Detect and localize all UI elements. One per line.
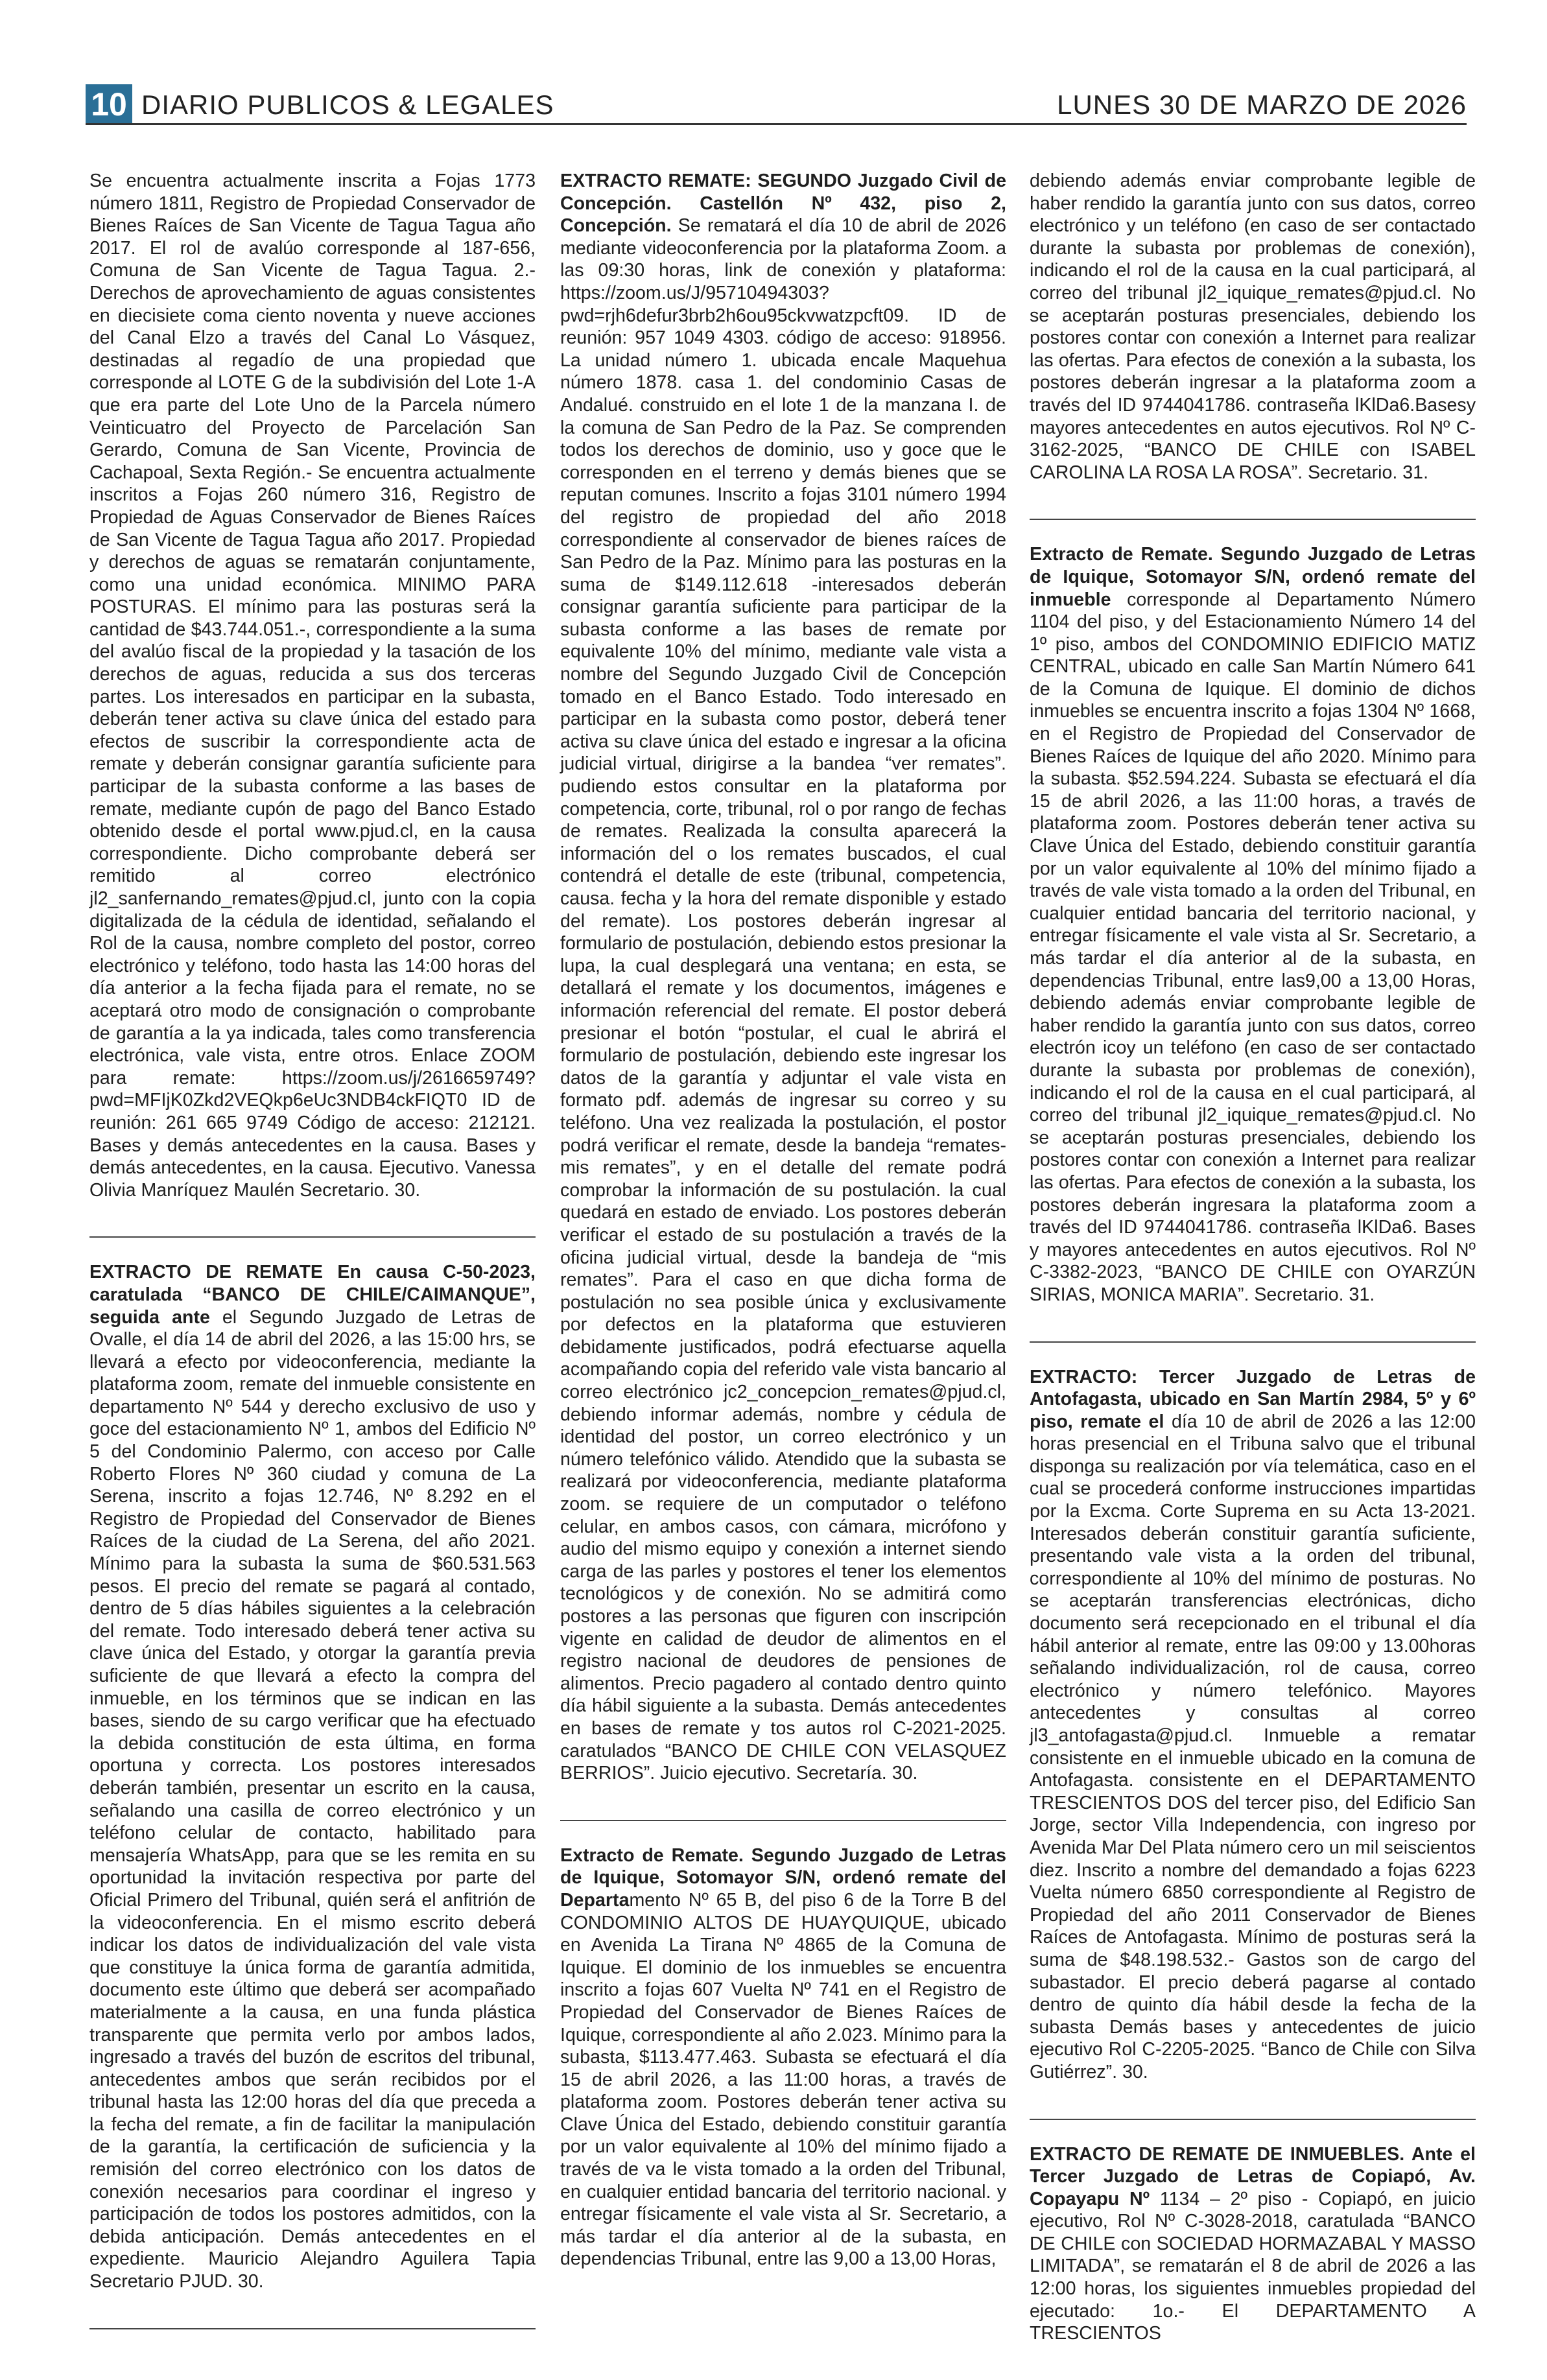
column-1 (89, 170, 536, 2353)
legal-notice (89, 1261, 536, 2292)
issue-date: LUNES 30 DE MARZO DE 2026 (1057, 89, 1467, 120)
notice-heading: EXTRACTO DE REMATE En causa C-50-2023, caratulada “BANCO DE CHILE/CAIMANQUE”, seguida ante (89, 1262, 536, 1328)
legal-notice (560, 170, 1006, 1785)
notice-text: Se rematará el día 10 de abril de 2026 mediante videoconferencia por la plataforma Zoom. a las 09:30 horas, link de conexión y plataforma: https://zoom.us/J/95710494303?pwd=rjh6defur3brb2h6ou95ckvwatzpcft09. ID de reunión: 957 1049 4303. código de acceso: 918956. La unidad número 1. ubicada encale Maquehua número 1878. casa 1. del condominio Casas de Andalué. construido en el lote 1 de la manzana I. de la comuna de San Pedro de la Paz. Se comprenden todos los derechos de dominio, uso y goce que le corresponden en el terreno y demás bienes que se reputan comunes. Inscrito a fojas 3101 número 1994 del registro de propiedad del año 2018 correspondiente al conservador de bienes raíces de San Pedro de la Paz. Mínimo para las posturas en la suma de $149.112.618 -interesados deberán consignar garantía suficiente para participar de la subasta conforme a las bases de remate por equivalente 10% del mínimo, mediante vale vista a nombre del Segundo Juzgado Civil de Concepción tomado en el Banco Estado. Todo interesado en participar en la subasta como postor, deberá tener activa su clave única del estado e ingresar a la oficina judicial virtual, dirigirse a la bandea “ver remates”. pudiendo estos consultar en la plataforma por competencia, corte, tribunal, rol o por rango de fechas de remates. Realizada la consulta aparecerá la información del o los remates buscados, el cual contendrá el detalle de este (tribunal, competencia, causa. fecha y la hora del remate disponible y estado del remate). Los postores deberán ingresar al formulario de postulación, debiendo estos presionar la lupa, la cual desplegará una ventana; en esta, se detallará el remate y los documentos, imágenes e información referencial del remate. El postor deberá presionar el botón “postular, el cual le abrirá el formulario de postulación, debiendo este ingresar los datos de la garantía y adjuntar el vale vista en formato pdf. además de ingresar su correo y su teléfono. Una vez realizada la postulación, el postor podrá verificar el remate, desde la bandeja “remates-mis remates”, y en el detalle del remate podrá comprobar la información de su postulación. la cual quedará en estado de enviado. Los postores deberán verificar el estado de su postulación a través de la oficina judicial virtual, desde la bandeja de “mis remates”. Para el caso en que dicha forma de postulación no sea posible única y exclusivamente por defectos en la plataforma que estuvieren debidamente justificados, podrá efectuarse aquella acompañando copia del referido vale vista bancario al correo electrónico jc2_concepcion_remates@pjud.cl, debiendo informar además, nombre y cédula de identidad del postor, un correo electrónico y un número telefónico válido. Atendido que la subasta se realizará por videoconferencia, mediante plataforma zoom. se requiere de un computador o teléfono celular, en ambos casos, con cámara, micrófono y audio del mismo equipo y conexión a internet siendo carga de las parles y postores el tener los elementos tecnológicos y de conexión. No se admitirá como postores a las personas que figuren con inscripción vigente en calidad de deudor de alimentos en el registro nacional de deudores de pensiones de alimentos. Precio pagadero al contado dentro quinto día hábil siguiente a la subasta. Demás antecedentes en bases de remate y tos autos rol C-2021-2025. caratulados “BANCO DE CHILE CON VELASQUEZ BERRIOS”. Juicio ejecutivo. Secretaría. 30. (560, 215, 1006, 1784)
legal-notice (1030, 2143, 1476, 2345)
notice-heading: Extracto de Remate. Segundo Juzgado de Letras de Iquique, Sotomayor S/N, ordenó remate del inmueble (1030, 544, 1476, 610)
notice-heading: Extracto de Remate. Segundo Juzgado de Letras de Iquique, Sotomayor S/N, ordenó remate del Departa (560, 1844, 1006, 1911)
legal-notice (1030, 1366, 1476, 2084)
notice-heading: EXTRACTO DE REMATE DE INMUEBLES. Ante el Tercer Juzgado de Letras de Copiapó, Av. Copayapu Nº (1030, 2143, 1476, 2209)
legal-notice (560, 1844, 1006, 2270)
page-header (86, 83, 1467, 123)
page-number: 10 (86, 84, 132, 124)
notice-text: debiendo además enviar comprobante legible de haber rendido la garantía junto con sus datos, correo electrónico y un teléfono (en caso de ser contactado durante la subasta por problemas de conexión), indicando el rol de la causa en la cual participará, al correo del tribunal jl2_iquique_remates@pjud.cl. No se aceptarán posturas presenciales, debiendo los postores contar con conexión a Internet para realizar las ofertas. Para efectos de conexión a la subasta, los postores deberán ingresar a la plataforma zoom a través del ID 9744041786. contraseña lKlDa6.Basesy mayores antecedentes en autos ejecutivos. Rol Nº C-3162-2025, “BANCO DE CHILE con ISABEL CAROLINA LA ROSA LA ROSA”. Secretario. 31. (1030, 171, 1476, 483)
column-3 (1030, 170, 1476, 2380)
legal-notice (89, 170, 536, 1201)
notice-separator (1030, 2119, 1476, 2120)
notice-text: mento Nº 65 B, del piso 6 de la Torre B del CONDOMINIO ALTOS DE HUAYQUIQUE, ubicado en Avenida La Tirana Nº 4865 de la Comuna de Iquique. El dominio de los inmuebles se encuentra inscrito a fojas 607 Vuelta Nº 741 en el Registro de Propiedad del Conservador de Bienes Raíces de Iquique, correspondiente al año 2.023. Mínimo para la subasta, $113.477.463. Subasta se efectuará el día 15 de abril 2026, a las 11:00 horas, a través de plataforma zoom. Postores deberán tener activa su Clave Única del Estado, debiendo constituir garantía por un valor equivalente al 10% del mínimo fijado a través de va le vista tomado a la orden del Tribunal, en cualquier entidad bancaria del territorio nacional. y entregar físicamente el vale vista al Sr. Secretario, a más tardar el día anterior al de la subasta, en dependencias Tribunal, entre las 9,00 a 13,00 Horas, (560, 1889, 1006, 2270)
section-title: DIARIO PUBLICOS & LEGALES (141, 89, 554, 120)
legal-notice (1030, 170, 1476, 484)
notice-text: día 10 de abril de 2026 a las 12:00 horas presencial en el Tribuna salvo que el tribunal disponga su realización por vía telemática, caso en el cual se procederá conforme instrucciones impartidas por la Excma. Corte Suprema en su Acta 13-2021. Interesados deberán constituir garantía suficiente, presentando vale vista a la orden del tribunal, correspondiente al 10% del mínimo de posturas. No se aceptarán transferencias electrónicas, dicho documento será recepcionado en el tribunal el día hábil anterior al remate, entre las 09:00 y 13.00horas señalando individualización, rol de causa, correo electrónico y número telefónico. Mayores antecedentes y consultas al correo jl3_antofagasta@pjud.cl. Inmueble a rematar consistente en el inmueble ubicado en la comuna de Antofagasta. consistente en el DEPARTAMENTO TRESCIENTOS DOS del tercer piso, del Edificio San Jorge, sector Villa Independencia, con ingreso por Avenida Mar Del Plata número cero un mil seiscientos diez. Inscrito a nombre del demandado a fojas 6223 Vuelta número 6850 correspondiente al Registro de Propiedad del año 2011 Conservador de Bienes Raíces de Antofagasta. Mínimo de posturas será la suma de $48.198.532.- Gastos son de cargo del subastador. El precio deberá pagarse al contado dentro de quinto día hábil desde la fecha de la subasta Demás bases y antecedentes de juicio ejecutivo Rol C-2205-2025. “Banco de Chile con Silva Gutiérrez”. 30. (1030, 1411, 1476, 2082)
notice-heading: EXTRACTO: Tercer Juzgado de Letras de Antofagasta, ubicado en San Martín 2984, 5º y 6º piso, remate el (1030, 1366, 1476, 1432)
notice-heading: EXTRACTO REMATE: SEGUNDO Juzgado Civil de Concepción. Castellón Nº 432, piso 2, Concepción. (560, 171, 1006, 237)
notice-separator (560, 1820, 1006, 1821)
notice-separator (89, 2328, 536, 2329)
legal-notice (1030, 543, 1476, 1306)
notice-separator (1030, 1341, 1476, 1343)
notice-separator (89, 1236, 536, 1238)
header-rule (86, 123, 1467, 125)
notice-text: 1134 – 2º piso - Copiapó, en juicio ejecutivo, Rol Nº C-3028-2018, caratulada “BANCO DE CHILE con SOCIEDAD HORMAZABAL Y MASSO LIMITADA”, se rematarán el 8 de abril de 2026 a las 12:00 horas, los siguientes inmuebles propiedad del ejecutado: 1o.- El DEPARTAMENTO A TRESCIENTOS (1030, 2188, 1476, 2344)
notice-text: corresponde al Departamento Número 1104 del piso, y del Estacionamiento Número 14 del 1º piso, ambos del CONDOMINIO EDIFICIO MATIZ CENTRAL, ubicado en calle San Martín Número 641 de la Comuna de Iquique. El dominio de dichos inmuebles se encuentra inscrito a fojas 1304 Nº 1668, en el Registro de Propiedad del Conservador de Bienes Raíces de Iquique del año 2020. Mínimo para la subasta. $52.594.224. Subasta se efectuará el día 15 de abril 2026, a las 11:00 horas, a través de plataforma zoom. Postores deberán tener activa su Clave Única del Estado, debiendo constituir garantía por un valor equivalente al 10% del mínimo fijado a través de vale vista tomado a la orden del Tribunal, en cualquier entidad bancaria del territorio nacional, y entregar físicamente el vale vista al Sr. Secretario, a más tardar el día anterior al de la subasta, en dependencias Tribunal, entre las9,00 a 13,00 Horas, debiendo además enviar comprobante legible de haber rendido la garantía junto con sus datos, correo electrón icoy un teléfono (en caso de ser contactado durante la subasta por problemas de conexión), indicando el rol de la causa en el cual participará, al correo del tribunal jl2_iquique_remates@pjud.cl. No se aceptarán posturas presenciales, debiendo los postores contar con conexión a Internet para realizar las ofertas. Para efectos de conexión a la subasta, los postores deberán ingresara la plataforma zoom a través del ID 9744041786. contraseña lKlDa6. Bases y mayores antecedentes en autos ejecutivos. Rol Nº C-3382-2023, “BANCO DE CHILE con OYARZÚN SIRIAS, MONICA MARIA”. Secretario. 31. (1030, 589, 1476, 1305)
notice-text: Se encuentra actualmente inscrita a Fojas 1773 número 1811, Registro de Propiedad Conservador de Bienes Raíces de San Vicente de Tagua Tagua año 2017. El rol de avalúo corresponde al 187-656, Comuna de San Vicente de Tagua Tagua. 2.- Derechos de aprovechamiento de aguas consistentes en diecisiete coma ciento noventa y nueve acciones del Canal Elzo a través del Canal Lo Vásquez, destinadas al regadío de una propiedad que corresponde al LOTE G de la subdivisión del Lote 1-A que era parte del Lote Uno de la Parcela número Veinticuatro del Proyecto de Parcelación San Gerardo, Comuna de San Vicente, Provincia de Cachapoal, Sexta Región.- Se encuentra actualmente inscritos a Fojas 260 número 316, Registro de Propiedad de Aguas Conservador de Bienes Raíces de San Vicente de Tagua Tagua año 2017. Propiedad y derechos de aguas se rematarán conjuntamente, como una unidad económica. MINIMO PARA POSTURAS. El mínimo para las posturas será la cantidad de $43.744.051.-, correspondiente a la suma del avalúo fiscal de la propiedad y la tasación de los derechos de aguas, reducida a sus dos terceras partes. Los interesados en participar en la subasta, deberán tener activa su clave única del estado para efectos de suscribir la correspondiente acta de remate y deberán consignar garantía suficiente para participar de la subasta conforme a las bases de remate, mediante cupón de pago del Banco Estado obtenido desde el portal www.pjud.cl, en la causa correspondiente. Dicho comprobante deberá ser remitido al correo electrónico jl2_sanfernando_remates@pjud.cl, junto con la copia digitalizada de la cédula de identidad, señalando el Rol de la causa, nombre completo del postor, correo electrónico y teléfono, todo hasta las 14:00 horas del día anterior a la fecha fijada para el remate, no se aceptará otro modo de consignación o comprobante de garantía a la ya indicada, tales como transferencia electrónica, vale vista, entre otros. Enlace ZOOM para remate: https://zoom.us/j/2616659749?pwd=MFIjK0Zkd2VEQkp6eUc3NDB4ckFIQT0 ID de reunión: 261 665 9749 Código de acceso: 212121. Bases y demás antecedentes en la causa. Bases y demás antecedentes, en la causa. Ejecutivo. Vanessa Olivia Manríquez Maulén Secretario. 30. (89, 171, 536, 1201)
column-2 (560, 170, 1006, 2305)
notice-text: el Segundo Juzgado de Letras de Ovalle, el día 14 de abril del 2026, a las 15:00 hrs, se llevará a efecto por videoconferencia, mediante la plataforma zoom, remate del inmueble consistente en departamento Nº 544 y derecho exclusivo de uso y goce del estacionamiento Nº 1, ambos del Edificio Nº 5 del Condominio Palermo, con acceso por Calle Roberto Flores Nº 360 ciudad y comuna de La Serena, inscrito a fojas 12.746, Nº 8.292 en el Registro de Propiedad del Conservador de Bienes Raíces de la ciudad de La Serena, del año 2021. Mínimo para la subasta la suma de $60.531.563 pesos. El precio del remate se pagará al contado, dentro de 5 días hábiles siguientes a la celebración del remate. Todo interesado deberá tener activa su clave única del Estado, y otorgar la garantía previa suficiente de que llevará a efecto la compra del inmueble, en los términos que se indican en las bases, siendo de su cargo verificar que ha efectuado la debida constitución de esta última, en forma oportuna y correcta. Los postores interesados deberán también, presentar un escrito en la causa, señalando una casilla de correo electrónico y un teléfono celular de contacto, habilitado para mensajería WhatsApp, para que se les remita en su oportunidad la invitación respectiva por parte del Oficial Primero del Tribunal, quién será el anfitrión de la videoconferencia. En el mismo escrito deberá indicar los datos de individualización del vale vista que constituye la única forma de garantía admitida, documento este último que deberá ser acompañado materialmente a la causa, en una funda plástica transparente que permita verlo por ambos lados, ingresado a través del buzón de escritos del tribunal, antecedentes ambos que serán recibidos por el tribunal hasta las 12:00 horas del día que preceda a la fecha del remate, a fin de facilitar la manipulación de la garantía, la certificación de suficiencia y la remisión del correo electrónico con los datos de conexión necesarios para coordinar el ingreso y participación de todos los postores admitidos, con la debida anticipación. Demás antecedentes en el expediente. Mauricio Alejandro Aguilera Tapia Secretario PJUD. 30. (89, 1306, 536, 2292)
notice-separator (1030, 519, 1476, 520)
